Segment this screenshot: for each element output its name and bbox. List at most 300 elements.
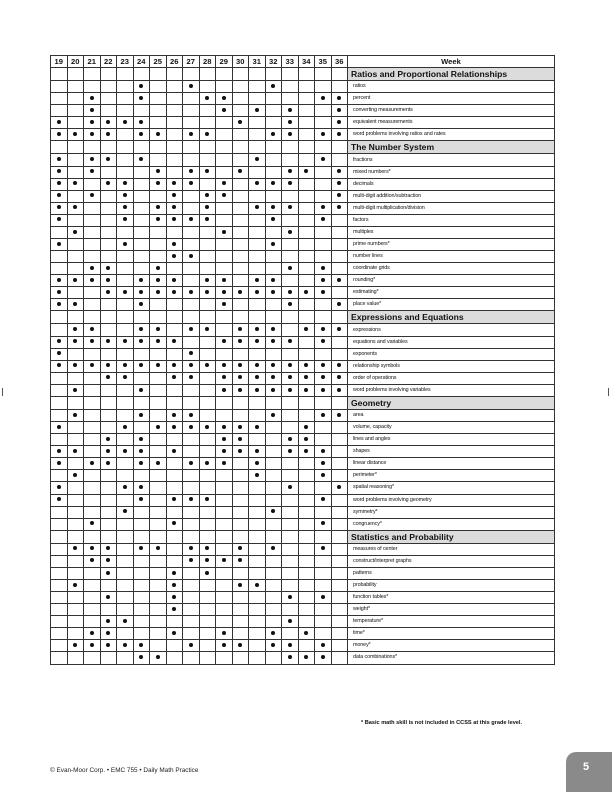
week-cell [67,154,84,166]
week-cell [265,190,282,202]
week-number-header: 33 [282,56,299,68]
week-cell [51,543,68,555]
week-cell [232,117,249,129]
skill-row [51,226,555,238]
week-cell [265,214,282,226]
week-cell [183,360,200,372]
skill-practiced-dot-icon [321,473,325,477]
week-cell [100,494,117,506]
week-cell [150,226,167,238]
week-cell [331,299,348,311]
week-cell [249,154,266,166]
week-cell [298,434,315,446]
week-cell [216,105,233,117]
week-cell [67,348,84,360]
week-cell [315,446,332,458]
week-cell [67,81,84,93]
week-cell [100,117,117,129]
skill-row [51,81,555,93]
skill-practiced-dot-icon [106,643,110,647]
skill-practiced-dot-icon [304,655,308,659]
week-cell [51,409,68,421]
week-cell [183,166,200,178]
week-cell [315,470,332,482]
week-cell [150,348,167,360]
week-cell [265,263,282,275]
skill-practiced-dot-icon [238,643,242,647]
week-cell [183,117,200,129]
week-cell [265,166,282,178]
skill-name: construct/interpret graphs [348,555,555,567]
week-cell [133,263,150,275]
week-cell [150,506,167,518]
week-number-header: 36 [331,56,348,68]
week-cell [331,543,348,555]
week-cell [166,434,183,446]
week-cell [331,214,348,226]
week-cell [298,105,315,117]
section-week-cell [67,141,84,154]
skill-name: area [348,409,555,421]
week-cell [183,190,200,202]
skill-name: percent [348,93,555,105]
week-cell [249,81,266,93]
skill-practiced-dot-icon [238,449,242,453]
skill-practiced-dot-icon [271,242,275,246]
week-cell [249,190,266,202]
week-cell [232,543,249,555]
week-cell [249,470,266,482]
skill-name: ratios [348,81,555,93]
skill-practiced-dot-icon [304,437,308,441]
week-cell [84,567,101,579]
week-cell [67,543,84,555]
section-week-cell [166,141,183,154]
week-cell [133,202,150,214]
week-cell [166,324,183,336]
skill-practiced-dot-icon [222,631,226,635]
week-cell [232,592,249,604]
week-cell [150,494,167,506]
week-cell [199,616,216,628]
section-title: Statistics and Probability [348,530,555,543]
skill-practiced-dot-icon [271,181,275,185]
week-cell [84,506,101,518]
skill-practiced-dot-icon [156,339,160,343]
skill-name: word problems involving geometry [348,494,555,506]
week-cell [298,482,315,494]
week-cell [84,202,101,214]
week-cell [199,129,216,141]
week-cell [100,275,117,287]
section-title: Geometry [348,396,555,409]
week-cell [100,628,117,640]
section-week-cell [249,68,266,81]
week-cell [199,226,216,238]
week-cell [150,299,167,311]
week-cell [67,239,84,251]
week-cell [232,190,249,202]
skill-practiced-dot-icon [189,425,193,429]
skill-practiced-dot-icon [238,375,242,379]
week-cell [133,567,150,579]
week-cell [150,117,167,129]
week-cell [249,579,266,591]
skill-practiced-dot-icon [57,242,61,246]
week-number-header: 22 [100,56,117,68]
skill-practiced-dot-icon [57,181,61,185]
skill-practiced-dot-icon [139,413,143,417]
week-cell [265,567,282,579]
week-cell [216,616,233,628]
skill-practiced-dot-icon [189,461,193,465]
skill-practiced-dot-icon [90,363,94,367]
week-cell [150,190,167,202]
skill-practiced-dot-icon [90,132,94,136]
week-cell [315,105,332,117]
week-number-header: 29 [216,56,233,68]
week-cell [199,518,216,530]
week-cell [298,299,315,311]
section-week-cell [315,311,332,324]
week-cell [51,190,68,202]
week-cell [133,166,150,178]
week-cell [216,299,233,311]
week-cell [216,336,233,348]
week-cell [100,190,117,202]
skill-practiced-dot-icon [288,643,292,647]
week-cell [166,543,183,555]
week-cell [331,93,348,105]
skill-practiced-dot-icon [156,461,160,465]
week-cell [100,360,117,372]
week-cell [315,628,332,640]
week-cell [51,324,68,336]
week-cell [166,616,183,628]
skill-practiced-dot-icon [57,497,61,501]
week-cell [216,543,233,555]
week-cell [216,372,233,384]
week-cell [282,384,299,396]
skill-practiced-dot-icon [73,278,77,282]
skill-row [51,154,555,166]
section-week-cell [133,530,150,543]
skill-practiced-dot-icon [205,546,209,550]
week-cell [331,336,348,348]
section-week-cell [315,141,332,154]
week-cell [67,628,84,640]
week-cell [315,640,332,652]
week-cell [183,616,200,628]
skill-practiced-dot-icon [189,181,193,185]
section-week-cell [100,530,117,543]
week-cell [166,117,183,129]
section-week-cell [331,141,348,154]
skill-practiced-dot-icon [106,181,110,185]
week-cell [100,299,117,311]
skill-row [51,166,555,178]
week-cell [315,555,332,567]
week-cell [51,579,68,591]
week-cell [150,202,167,214]
week-cell [249,604,266,616]
week-cell [100,604,117,616]
week-cell [315,518,332,530]
week-cell [232,360,249,372]
week-cell [51,93,68,105]
week-cell [216,446,233,458]
week-cell [117,239,134,251]
week-cell [84,422,101,434]
week-cell [84,336,101,348]
week-cell [51,239,68,251]
week-cell [84,360,101,372]
week-cell [117,251,134,263]
week-cell [84,384,101,396]
week-cell [51,470,68,482]
week-number-header: 20 [67,56,84,68]
skill-practiced-dot-icon [172,254,176,258]
week-cell [232,93,249,105]
section-week-cell [117,311,134,324]
skill-practiced-dot-icon [321,132,325,136]
week-cell [265,93,282,105]
week-cell [282,494,299,506]
skill-row [51,251,555,263]
week-cell [282,640,299,652]
week-cell [315,178,332,190]
skill-name: volume, capacity [348,422,555,434]
week-cell [216,604,233,616]
week-cell [117,360,134,372]
page-number: 5 [582,761,590,773]
week-cell [199,604,216,616]
week-cell [298,543,315,555]
week-cell [331,567,348,579]
week-cell [51,81,68,93]
skill-practiced-dot-icon [337,413,341,417]
week-cell [67,652,84,664]
week-cell [298,652,315,664]
week-cell [183,470,200,482]
week-cell [331,348,348,360]
week-cell [150,518,167,530]
week-cell [249,494,266,506]
week-cell [166,166,183,178]
week-cell [100,251,117,263]
week-cell [150,263,167,275]
week-cell [100,202,117,214]
skill-practiced-dot-icon [205,169,209,173]
week-cell [150,275,167,287]
section-week-cell [282,396,299,409]
week-cell [249,202,266,214]
skill-practiced-dot-icon [172,290,176,294]
section-week-cell [150,530,167,543]
week-cell [84,652,101,664]
week-cell [84,105,101,117]
skill-row [51,105,555,117]
skill-practiced-dot-icon [90,193,94,197]
week-cell [315,275,332,287]
week-cell [150,640,167,652]
week-cell [216,434,233,446]
skill-practiced-dot-icon [156,363,160,367]
week-cell [117,384,134,396]
week-cell [100,263,117,275]
skill-practiced-dot-icon [57,278,61,282]
week-cell [100,409,117,421]
skill-practiced-dot-icon [90,96,94,100]
skill-practiced-dot-icon [337,181,341,185]
section-week-cell [183,396,200,409]
week-cell [315,422,332,434]
week-cell [216,652,233,664]
skill-practiced-dot-icon [255,339,259,343]
week-cell [265,628,282,640]
skill-practiced-dot-icon [321,546,325,550]
skill-practiced-dot-icon [172,205,176,209]
section-title: Ratios and Proportional Relationships [348,68,555,81]
week-cell [282,458,299,470]
week-cell [331,434,348,446]
week-cell [282,202,299,214]
week-cell [117,409,134,421]
week-cell [84,579,101,591]
week-cell [232,348,249,360]
week-cell [282,251,299,263]
week-cell [183,579,200,591]
skill-practiced-dot-icon [90,120,94,124]
skill-practiced-dot-icon [222,449,226,453]
week-cell [232,324,249,336]
week-cell [315,81,332,93]
week-cell [282,555,299,567]
skill-name: fractions [348,154,555,166]
week-cell [166,336,183,348]
skill-practiced-dot-icon [205,363,209,367]
skill-row [51,239,555,251]
section-title: The Number System [348,141,555,154]
week-cell [51,348,68,360]
week-cell [150,239,167,251]
week-cell [199,555,216,567]
week-cell [133,178,150,190]
week-cell [183,154,200,166]
skill-practiced-dot-icon [222,290,226,294]
week-cell [84,226,101,238]
week-cell [133,299,150,311]
skill-practiced-dot-icon [337,169,341,173]
week-cell [67,287,84,299]
week-cell [67,409,84,421]
week-cell [67,640,84,652]
week-cell [183,446,200,458]
week-cell [199,494,216,506]
week-cell [265,555,282,567]
section-week-cell [199,311,216,324]
week-cell [183,93,200,105]
skill-practiced-dot-icon [321,655,325,659]
week-cell [84,117,101,129]
week-cell [67,190,84,202]
section-header-row [51,530,555,543]
week-cell [298,166,315,178]
section-week-cell [183,141,200,154]
skill-practiced-dot-icon [123,217,127,221]
skill-practiced-dot-icon [106,266,110,270]
week-cell [216,226,233,238]
week-cell [298,190,315,202]
week-cell [166,446,183,458]
skill-practiced-dot-icon [123,242,127,246]
week-cell [331,275,348,287]
skill-practiced-dot-icon [123,193,127,197]
week-cell [183,422,200,434]
skill-practiced-dot-icon [90,157,94,161]
week-cell [117,263,134,275]
week-cell [298,263,315,275]
week-cell [183,518,200,530]
week-cell [249,93,266,105]
week-cell [298,518,315,530]
section-week-cell [199,141,216,154]
week-cell [133,105,150,117]
week-cell [216,263,233,275]
week-cell [315,154,332,166]
skill-practiced-dot-icon [271,290,275,294]
week-cell [298,372,315,384]
week-cell [282,482,299,494]
week-cell [282,81,299,93]
skill-practiced-dot-icon [321,388,325,392]
week-cell [117,567,134,579]
week-cell [199,640,216,652]
week-cell [282,592,299,604]
week-cell [199,287,216,299]
week-cell [265,226,282,238]
week-cell [282,434,299,446]
week-cell [133,275,150,287]
skill-practiced-dot-icon [106,339,110,343]
week-cell [265,482,282,494]
week-cell [298,239,315,251]
week-cell [331,409,348,421]
week-cell [183,178,200,190]
skill-practiced-dot-icon [255,278,259,282]
week-header-row [51,56,555,68]
week-cell [232,604,249,616]
week-cell [249,117,266,129]
skill-practiced-dot-icon [189,169,193,173]
week-cell [100,518,117,530]
week-cell [331,482,348,494]
skill-row [51,482,555,494]
week-cell [298,324,315,336]
week-cell [67,616,84,628]
week-cell [67,226,84,238]
week-cell [298,409,315,421]
skill-practiced-dot-icon [139,363,143,367]
skill-practiced-dot-icon [238,388,242,392]
section-week-cell [133,68,150,81]
week-cell [249,482,266,494]
week-cell [67,129,84,141]
week-cell [331,190,348,202]
week-cell [117,628,134,640]
week-cell [100,154,117,166]
skill-name: temperature* [348,616,555,628]
